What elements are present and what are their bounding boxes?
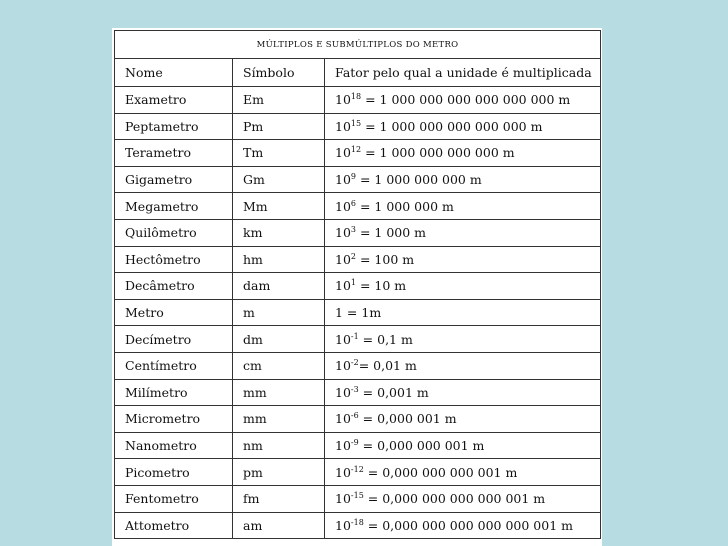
- factor-exponent: -15: [350, 491, 364, 501]
- factor-base: 10: [335, 517, 351, 533]
- unit-name: Decâmetro: [115, 273, 233, 300]
- factor-base: 10: [335, 384, 351, 400]
- table-row: [115, 485, 601, 512]
- unit-symbol: Pm: [233, 113, 325, 140]
- unit-name: Gigametro: [115, 166, 233, 193]
- table-row: [115, 193, 601, 220]
- header-name: Nome: [115, 59, 233, 87]
- unit-factor: [325, 140, 601, 167]
- unit-name: Metro: [115, 299, 233, 326]
- unit-name: Exametro: [115, 87, 233, 114]
- unit-symbol: mm: [233, 406, 325, 433]
- unit-factor: [325, 512, 601, 539]
- unit-name: Decímetro: [115, 326, 233, 353]
- factor-value: = 0,000 000 001 m: [358, 438, 485, 454]
- unit-name: Terametro: [115, 140, 233, 167]
- factor-base: 10: [335, 278, 351, 294]
- unit-symbol: pm: [233, 459, 325, 486]
- factor-value: = 100 m: [356, 251, 415, 267]
- factor-exponent: 15: [350, 118, 362, 128]
- header-factor: Fator pelo qual a unidade é multiplicada: [325, 59, 601, 87]
- unit-factor: [325, 406, 601, 433]
- unit-factor: [325, 113, 601, 140]
- table-header-row: [115, 59, 601, 87]
- table-row: [115, 140, 601, 167]
- factor-exponent: 12: [350, 145, 362, 155]
- factor-value: = 0,000 000 000 000 000 001 m: [363, 517, 573, 533]
- table-row: [115, 299, 601, 326]
- document-page: [112, 28, 602, 546]
- unit-symbol: cm: [233, 352, 325, 379]
- factor-value: 1 = 1m: [335, 305, 382, 321]
- unit-factor: [325, 273, 601, 300]
- unit-name: Attometro: [115, 512, 233, 539]
- factor-exponent: -12: [350, 464, 364, 474]
- factor-exponent: -6: [350, 411, 359, 421]
- factor-value: = 0,000 001 m: [358, 411, 457, 427]
- factor-base: 10: [335, 438, 351, 454]
- unit-symbol: km: [233, 219, 325, 246]
- unit-symbol: dam: [233, 273, 325, 300]
- factor-exponent: -3: [350, 384, 359, 394]
- unit-factor: [325, 219, 601, 246]
- factor-exponent: 3: [350, 225, 356, 235]
- header-symbol: Símbolo: [233, 59, 325, 87]
- factor-exponent: 18: [350, 92, 362, 102]
- factor-base: 10: [335, 225, 351, 241]
- unit-name: Micrometro: [115, 406, 233, 433]
- factor-value: = 0,01 m: [358, 358, 417, 374]
- table-title: MÚLTIPLOS E SUBMÚLTIPLOS DO METRO: [115, 31, 601, 59]
- unit-symbol: Gm: [233, 166, 325, 193]
- unit-symbol: Mm: [233, 193, 325, 220]
- factor-value: = 0,000 000 000 000 001 m: [363, 491, 546, 507]
- unit-factor: [325, 459, 601, 486]
- unit-name: Nanometro: [115, 432, 233, 459]
- table-row: [115, 273, 601, 300]
- unit-factor: [325, 379, 601, 406]
- factor-exponent: -1: [350, 331, 359, 341]
- factor-value: = 1 000 m: [356, 225, 427, 241]
- table-body: [115, 87, 601, 539]
- factor-base: 10: [335, 118, 351, 134]
- unit-factor: [325, 352, 601, 379]
- table-row: [115, 379, 601, 406]
- factor-value: = 1 000 000 000 000 000 m: [361, 118, 543, 134]
- unit-symbol: nm: [233, 432, 325, 459]
- metric-units-table: [114, 30, 601, 539]
- factor-exponent: 1: [350, 278, 356, 288]
- unit-symbol: Tm: [233, 140, 325, 167]
- unit-symbol: am: [233, 512, 325, 539]
- unit-name: Milímetro: [115, 379, 233, 406]
- factor-base: 10: [335, 198, 351, 214]
- table-title-row: [115, 31, 601, 59]
- unit-name: Centímetro: [115, 352, 233, 379]
- factor-value: = 1 000 000 000 000 m: [361, 145, 515, 161]
- factor-exponent: 6: [350, 198, 356, 208]
- unit-name: Picometro: [115, 459, 233, 486]
- factor-exponent: -18: [350, 517, 364, 527]
- factor-value: = 0,001 m: [358, 384, 429, 400]
- factor-value: = 1 000 000 m: [356, 198, 454, 214]
- unit-name: Megametro: [115, 193, 233, 220]
- unit-factor: [325, 246, 601, 273]
- factor-base: 10: [335, 491, 351, 507]
- unit-factor: [325, 193, 601, 220]
- factor-exponent: -2: [350, 358, 359, 368]
- factor-base: 10: [335, 411, 351, 427]
- factor-base: 10: [335, 464, 351, 480]
- table-row: [115, 352, 601, 379]
- factor-base: 10: [335, 145, 351, 161]
- table-row: [115, 113, 601, 140]
- factor-base: 10: [335, 92, 351, 108]
- unit-factor: [325, 326, 601, 353]
- unit-name: Peptametro: [115, 113, 233, 140]
- factor-base: 10: [335, 172, 351, 188]
- factor-value: = 1 000 000 000 m: [356, 172, 482, 188]
- unit-symbol: m: [233, 299, 325, 326]
- unit-name: Fentometro: [115, 485, 233, 512]
- factor-base: 10: [335, 358, 351, 374]
- unit-symbol: dm: [233, 326, 325, 353]
- table-row: [115, 246, 601, 273]
- table-row: [115, 326, 601, 353]
- factor-value: = 0,1 m: [358, 331, 413, 347]
- table-row: [115, 459, 601, 486]
- factor-base: 10: [335, 331, 351, 347]
- unit-factor: [325, 166, 601, 193]
- table-row: [115, 219, 601, 246]
- factor-value: = 10 m: [356, 278, 407, 294]
- factor-exponent: 9: [350, 172, 356, 182]
- unit-factor: [325, 299, 601, 326]
- factor-value: = 1 000 000 000 000 000 000 m: [361, 92, 571, 108]
- table-row: [115, 87, 601, 114]
- unit-symbol: Em: [233, 87, 325, 114]
- factor-value: = 0,000 000 000 001 m: [363, 464, 518, 480]
- unit-symbol: hm: [233, 246, 325, 273]
- unit-name: Quilômetro: [115, 219, 233, 246]
- factor-base: 10: [335, 251, 351, 267]
- unit-name: Hectômetro: [115, 246, 233, 273]
- unit-symbol: fm: [233, 485, 325, 512]
- factor-exponent: -9: [350, 438, 359, 448]
- table-row: [115, 406, 601, 433]
- table-row: [115, 512, 601, 539]
- unit-factor: [325, 87, 601, 114]
- table-row: [115, 432, 601, 459]
- factor-exponent: 2: [350, 251, 356, 261]
- unit-factor: [325, 432, 601, 459]
- unit-symbol: mm: [233, 379, 325, 406]
- table-row: [115, 166, 601, 193]
- unit-factor: [325, 485, 601, 512]
